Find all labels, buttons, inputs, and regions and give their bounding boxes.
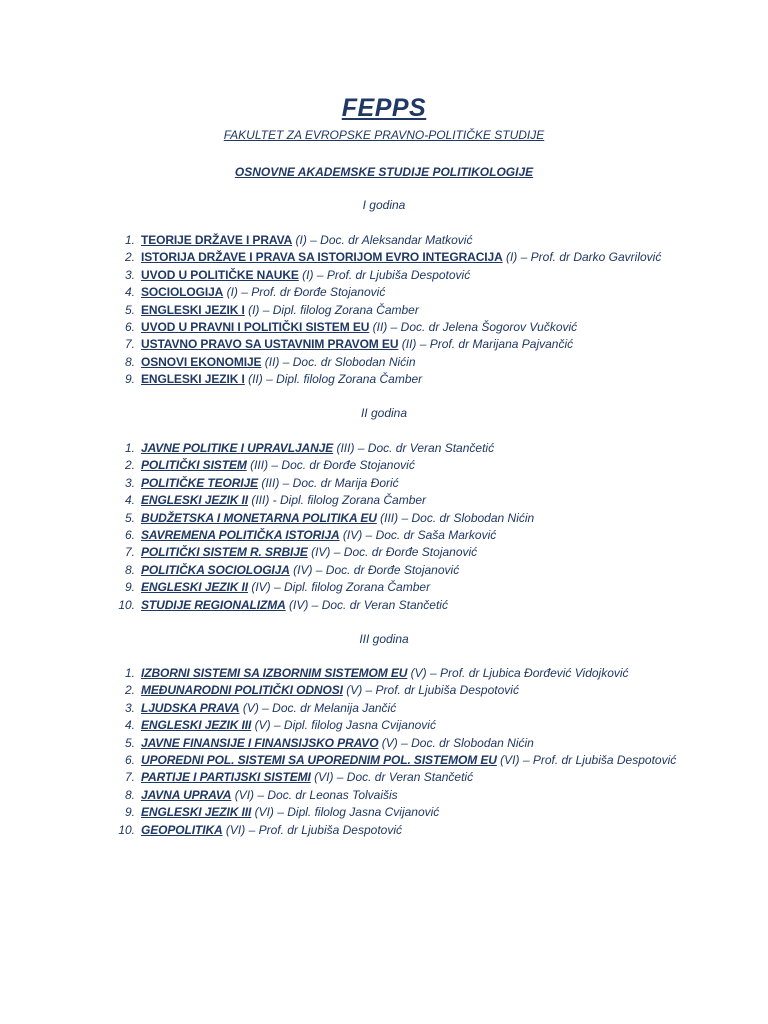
course-item <box>106 336 661 353</box>
course-item <box>106 510 534 527</box>
course-name: JAVNE FINANSIJE I FINANSIJSKO PRAVO <box>141 735 379 750</box>
course-item <box>106 249 661 266</box>
course-name: POLITIČKA SOCIOLOGIJA <box>141 562 290 577</box>
course-number: 6. <box>124 752 135 767</box>
course-item <box>106 822 676 839</box>
course-item <box>106 804 676 821</box>
course-name: SAVREMENA POLITIČKA ISTORIJA <box>141 527 340 542</box>
course-details: (V) – Dipl. filolog Jasna Cvijanović <box>251 718 436 733</box>
course-list-year-3 <box>106 665 676 839</box>
course-number: 7. <box>124 545 135 560</box>
course-name: JAVNA UPRAVA <box>141 787 232 802</box>
course-details: (I) – Doc. dr Aleksandar Matković <box>292 233 473 247</box>
course-name: USTAVNO PRAVO SA USTAVNIM PRAVOM EU <box>141 337 399 352</box>
course-number: 5. <box>124 510 135 525</box>
course-item <box>106 735 676 752</box>
course-name: GEOPOLITIKA <box>141 822 223 837</box>
course-name: BUDŽETSKA I MONETARNA POLITIKA EU <box>141 510 377 525</box>
course-number: 5. <box>124 735 135 750</box>
course-item <box>106 475 534 492</box>
year-heading-2: II godina <box>360 406 408 420</box>
course-name: ENGLESKI JEZIK I <box>141 302 245 317</box>
course-details: (IV) – Doc. dr Đorđe Stojanović <box>289 562 460 577</box>
course-number: 1. <box>124 441 135 455</box>
course-details: (II) – Prof. dr Marijana Pajvančić <box>398 337 574 352</box>
course-number: 4. <box>124 285 135 300</box>
course-item <box>106 492 534 509</box>
course-name: TEORIJE DRŽAVE I PRAVA <box>141 233 293 247</box>
course-name: POLITIČKI SISTEM <box>141 458 247 473</box>
course-name: POLITIČKE TEORIJE <box>141 475 258 490</box>
course-name: MEĐUNARODNI POLITIČKI ODNOSI <box>141 683 343 698</box>
course-details: (I) – Dipl. filolog Zorana Čamber <box>244 302 419 317</box>
course-number: 7. <box>124 337 135 352</box>
course-number: 1. <box>124 233 135 247</box>
course-name: ENGLESKI JEZIK II <box>141 493 248 508</box>
course-details: (IV) – Doc. dr Veran Stančetić <box>285 597 448 612</box>
course-item <box>106 302 661 319</box>
course-item <box>106 700 676 717</box>
course-details: (IV) – Doc. dr Saša Marković <box>339 527 497 542</box>
course-number: 5. <box>124 302 135 317</box>
course-name: ENGLESKI JEZIK II <box>141 580 248 595</box>
course-name: OSNOVI EKONOMIJE <box>141 354 262 369</box>
course-name: ISTORIJA DRŽAVE I PRAVA SA ISTORIJOM EVRO INTEGRACIJA <box>141 250 503 265</box>
course-details: (II) – Dipl. filolog Zorana Čamber <box>244 372 423 387</box>
course-item <box>106 371 661 388</box>
course-number: 1. <box>124 666 135 680</box>
course-name: LJUDSKA PRAVA <box>141 700 240 715</box>
course-details: (VI) – Prof. dr Ljubiša Despotović <box>496 752 677 767</box>
course-item <box>106 232 661 249</box>
course-details: (III) – Doc. dr Slobodan Nićin <box>376 510 535 525</box>
course-item <box>106 527 534 544</box>
course-name: ENGLESKI JEZIK III <box>141 718 252 733</box>
course-number: 3. <box>124 700 135 715</box>
course-item <box>106 562 534 579</box>
course-item <box>106 354 661 371</box>
course-number: 4. <box>124 718 135 733</box>
course-name: STUDIJE REGIONALIZMA <box>141 597 286 612</box>
course-item <box>106 319 661 336</box>
course-details: (V) – Doc. dr Slobodan Nićin <box>378 735 534 750</box>
course-item <box>106 752 676 769</box>
course-item <box>106 787 676 804</box>
year-heading-1: I godina <box>362 198 406 212</box>
course-number: 10. <box>118 822 135 837</box>
course-number: 8. <box>124 787 135 802</box>
course-number: 2. <box>124 683 135 698</box>
course-details: (VI) – Doc. dr Veran Stančetić <box>310 770 474 785</box>
course-item <box>106 769 676 786</box>
course-details: (VI) – Prof. dr Ljubiša Despotović <box>222 822 402 837</box>
course-number: 6. <box>124 527 135 542</box>
course-name: UPOREDNI POL. SISTEMI SA UPOREDNIM POL. SISTEMOM EU <box>141 752 497 767</box>
course-name: ENGLESKI JEZIK III <box>141 805 252 820</box>
page-title: FEPPS <box>341 94 427 122</box>
course-number: 9. <box>124 805 135 820</box>
course-item <box>106 284 661 301</box>
course-item <box>106 717 676 734</box>
course-item <box>106 267 661 284</box>
course-details: (I) – Prof. dr Đorđe Stojanović <box>223 285 386 300</box>
course-number: 8. <box>124 562 135 577</box>
course-number: 4. <box>124 493 135 508</box>
course-details: (II) – Doc. dr Slobodan Nićin <box>261 354 416 369</box>
course-item <box>106 682 676 699</box>
course-number: 7. <box>124 770 135 785</box>
course-item <box>106 440 534 457</box>
course-number: 9. <box>124 372 135 387</box>
course-name: IZBORNI SISTEMI SA IZBORNIM SISTEMOM EU <box>141 666 408 680</box>
course-name: ENGLESKI JEZIK I <box>141 372 245 387</box>
course-name: SOCIOLOGIJA <box>141 285 224 300</box>
course-number: 3. <box>124 475 135 490</box>
course-number: 9. <box>124 580 135 595</box>
course-details: (V) – Prof. dr Ljubica Đorđević Vidojković <box>407 666 629 680</box>
course-list-year-1 <box>106 232 661 389</box>
course-item <box>106 579 534 596</box>
course-details: (I) – Prof. dr Darko Gavrilović <box>502 250 662 265</box>
course-number: 6. <box>124 319 135 334</box>
course-number: 3. <box>124 267 135 282</box>
course-item <box>106 544 534 561</box>
course-name: UVOD U POLITIČKE NAUKE <box>141 267 299 282</box>
course-details: (III) – Doc. dr Đorđe Stojanović <box>246 458 415 473</box>
course-details: (II) – Doc. dr Jelena Šogorov Vučković <box>369 319 578 334</box>
course-name: JAVNE POLITIKE I UPRAVLJANJE <box>141 441 334 455</box>
program-name: OSNOVNE AKADEMSKE STUDIJE POLITIKOLOGIJE <box>234 165 534 179</box>
course-item <box>106 665 676 682</box>
course-details: (III) – Doc. dr Veran Stančetić <box>333 441 495 455</box>
course-details: (IV) – Dipl. filolog Zorana Čamber <box>248 580 431 595</box>
course-list-year-2 <box>106 440 534 614</box>
course-details: (I) – Prof. dr Ljubiša Despotović <box>298 267 471 282</box>
course-name: POLITIČKI SISTEM R. SRBIJE <box>141 545 308 560</box>
course-number: 2. <box>124 250 135 265</box>
course-name: UVOD U PRAVNI I POLITIČKI SISTEM EU <box>141 319 370 334</box>
course-details: (III) – Doc. dr Marija Đorić <box>257 475 399 490</box>
course-number: 10. <box>118 597 135 612</box>
course-number: 2. <box>124 458 135 473</box>
course-details: (V) – Prof. dr Ljubiša Despotović <box>342 683 519 698</box>
course-details: (V) – Doc. dr Melanija Jančić <box>239 700 397 715</box>
course-number: 8. <box>124 354 135 369</box>
course-details: (III) - Dipl. filolog Zorana Čamber <box>248 493 427 508</box>
course-name: PARTIJE I PARTIJSKI SISTEMI <box>141 770 311 785</box>
faculty-name: FAKULTET ZA EVROPSKE PRAVNO-POLITIČKE STUDIJE <box>223 128 545 142</box>
course-item <box>106 597 534 614</box>
course-item <box>106 457 534 474</box>
year-heading-3: III godina <box>359 632 409 646</box>
course-details: (VI) – Dipl. filolog Jasna Cvijanović <box>251 805 440 820</box>
course-details: (IV) – Doc. dr Đorđe Stojanović <box>307 545 478 560</box>
course-details: (VI) – Doc. dr Leonas Tolvaišis <box>231 787 398 802</box>
